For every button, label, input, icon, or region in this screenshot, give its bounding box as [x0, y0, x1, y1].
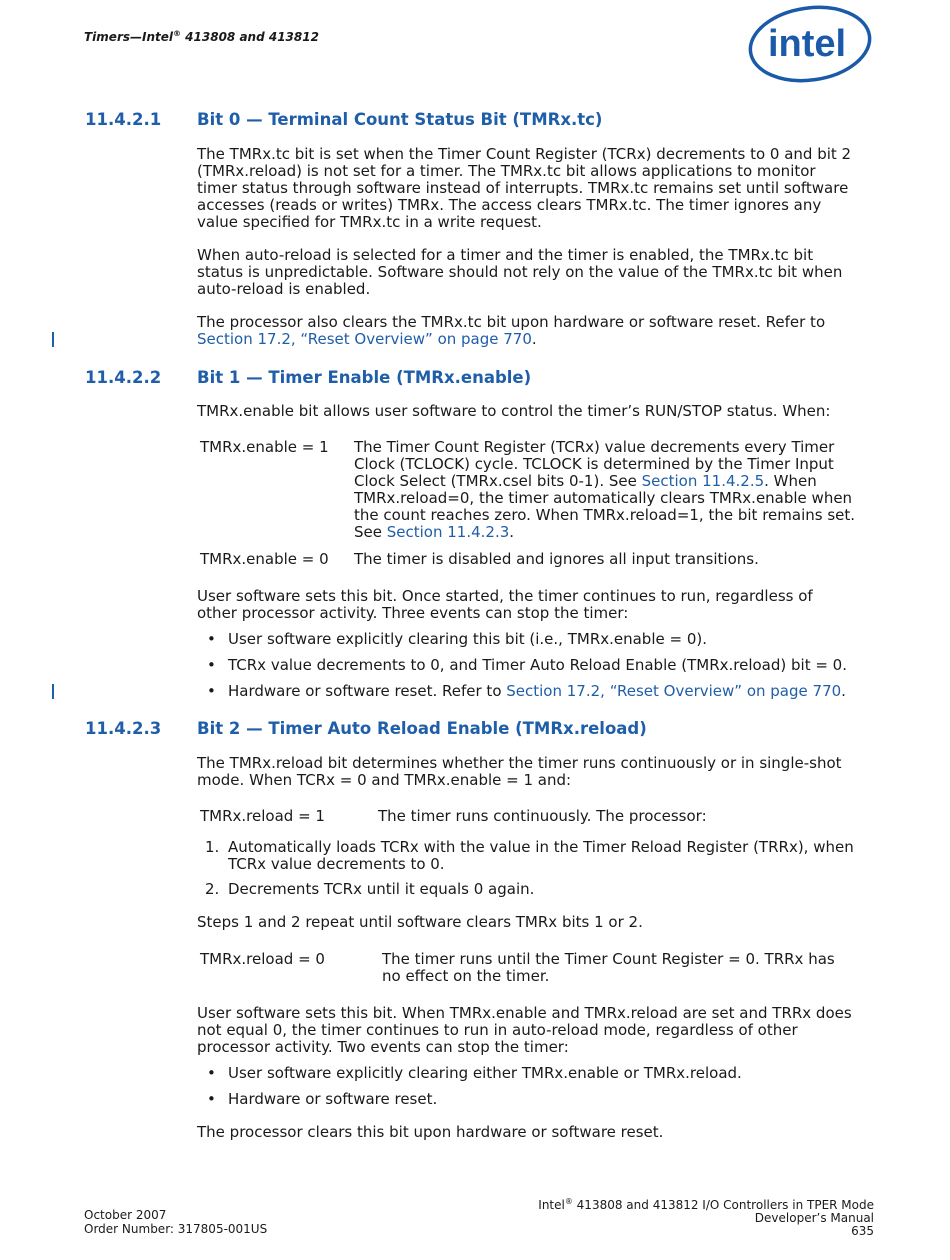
- section-heading-11-4-2-2: 11.4.2.2 Bit 1 — Timer Enable (TMRx.enable): [85, 368, 532, 387]
- s1-paragraph-1: The TMRx.tc bit is set when the Timer Count Register (TCRx) decrements to 0 and bit 2 (TMRx.reload) is not set for a timer. The TMRx.tc bit allows applications to monitor timer status through software instead of interrupts. TMRx.tc remains set until software accesses (reads or writes) TMRx. The access clears TMRx.tc. The timer ignores any value specified for TMRx.tc in a write request.: [197, 145, 852, 231]
- bullet-icon: •: [207, 682, 216, 700]
- reload-1-definition: The timer runs continuously. The processor:: [378, 807, 707, 825]
- s2-intro: TMRx.enable bit allows user software to control the timer’s RUN/STOP status. When:: [197, 402, 831, 420]
- s1-paragraph-3: The processor also clears the TMRx.tc bit upon hardware or software reset. Refer to Section 17.2, “Reset Overview” on page 770.: [197, 313, 826, 348]
- enable-1-definition: The Timer Count Register (TCRx) value decrements every Timer Clock (TCLOCK) cycle. TCLOCK is determined by the Timer Input Clock Select (TMRx.csel bits 0-1). See Section 11.4.2.5. When TMRx.reload=0, the timer automatically clears TMRx.enable when the count reaches zero. When TMRx.reload=1, the bit remains set. See Section 11.4.2.3.: [354, 438, 856, 541]
- numbered-item-1: Automatically loads TCRx with the value in the Timer Reload Register (TRRx), when TCRx value decrements to 0.: [228, 838, 854, 873]
- footer-date: October 2007: [84, 1208, 167, 1222]
- running-header: Timers—Intel® 413808 and 413812: [84, 29, 319, 44]
- section-heading-11-4-2-3: 11.4.2.3 Bit 2 — Timer Auto Reload Enable (TMRx.reload): [85, 719, 647, 738]
- intel-logo: [746, 2, 876, 86]
- reload-1-term: TMRx.reload = 1: [200, 807, 325, 825]
- bullet-icon: •: [207, 1090, 216, 1108]
- numbered-item-2-number: 2.: [205, 880, 220, 898]
- s2-paragraph-after: User software sets this bit. Once started, the timer continues to run, regardless of other processor activity. Three events can stop the timer:: [197, 587, 813, 622]
- bullet-icon: •: [207, 656, 216, 674]
- page-number: 635: [851, 1224, 874, 1238]
- footer-order-number: Order Number: 317805-001US: [84, 1222, 268, 1236]
- list-item: • TCRx value decrements to 0, and Timer Auto Reload Enable (TMRx.reload) bit = 0.: [207, 656, 847, 674]
- s1-paragraph-2: When auto-reload is selected for a timer and the timer is enabled, the TMRx.tc bit status is unpredictable. Software should not rely on the value of the TMRx.tc bit when auto-reload is enabled.: [197, 246, 843, 298]
- bullet-icon: •: [207, 630, 216, 648]
- footer-right: [538, 1195, 874, 1238]
- change-bar: [52, 684, 54, 699]
- s3-paragraph-after: User software sets this bit. When TMRx.enable and TMRx.reload are set and TRRx does not equal 0, the timer continues to run in auto-reload mode, regardless of other processor activity. Two events can stop the timer:: [197, 1004, 852, 1056]
- reset-overview-link[interactable]: Section 17.2, “Reset Overview” on page 770: [506, 682, 842, 700]
- footer-manual: Developer’s Manual: [754, 1211, 874, 1225]
- s3-intro: The TMRx.reload bit determines whether the timer runs continuously or in single-shot mode. When TCRx = 0 and TMRx.enable = 1 and:: [197, 754, 842, 789]
- list-item: • User software explicitly clearing this bit (i.e., TMRx.enable = 0).: [207, 630, 707, 648]
- enable-0-term: TMRx.enable = 0: [200, 550, 329, 568]
- bullet-icon: •: [207, 1064, 216, 1082]
- enable-1-term: TMRx.enable = 1: [200, 438, 329, 456]
- change-bar: [52, 332, 54, 347]
- section-heading-11-4-2-1: 11.4.2.1 Bit 0 — Terminal Count Status Bit (TMRx.tc): [85, 110, 603, 129]
- section-11-4-2-5-link[interactable]: Section 11.4.2.5: [641, 472, 765, 490]
- numbered-item-1-number: 1.: [205, 838, 220, 856]
- footer-doc-title: Intel® 413808 and 413812 I/O Controllers in TPER Mode: [538, 1197, 874, 1212]
- reload-0-term: TMRx.reload = 0: [200, 950, 325, 968]
- reset-overview-link[interactable]: Section 17.2, “Reset Overview” on page 770: [197, 330, 532, 348]
- reload-0-definition: The timer runs until the Timer Count Register = 0. TRRx has no effect on the timer.: [382, 950, 835, 985]
- numbered-item-2: Decrements TCRx until it equals 0 again.: [228, 880, 535, 898]
- list-item: • Hardware or software reset.: [207, 1090, 438, 1108]
- footer-left: [84, 1208, 267, 1236]
- logo-wordmark: intel: [768, 23, 847, 65]
- section-11-4-2-3-link[interactable]: Section 11.4.2.3: [386, 523, 510, 541]
- s3-final: The processor clears this bit upon hardware or software reset.: [197, 1123, 664, 1141]
- list-item: • Hardware or software reset. Refer to Section 17.2, “Reset Overview” on page 770.: [207, 682, 846, 700]
- s3-steps: Steps 1 and 2 repeat until software clears TMRx bits 1 or 2.: [197, 913, 643, 931]
- enable-0-definition: The timer is disabled and ignores all input transitions.: [354, 550, 759, 568]
- list-item: • User software explicitly clearing either TMRx.enable or TMRx.reload.: [207, 1064, 742, 1082]
